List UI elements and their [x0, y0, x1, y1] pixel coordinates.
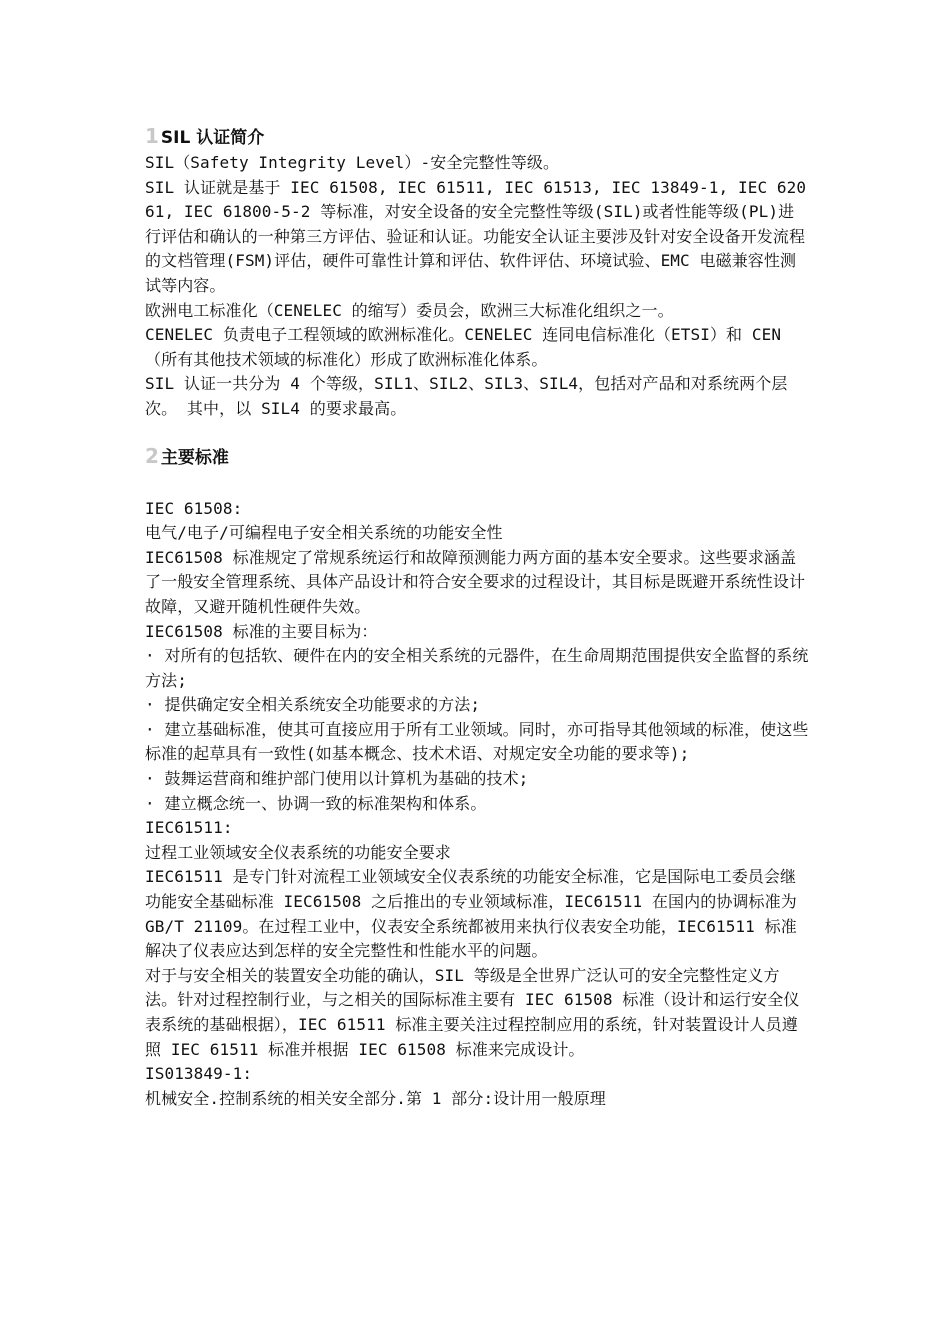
- section-2-title: 主要标准: [160, 447, 229, 468]
- paragraph: CENELEC 负责电子工程领域的欧洲标准化。CENELEC 连同电信标准化（ETSI）和 CEN（所有其他技术领域的标准化）形成了欧洲标准化体系。: [145, 325, 782, 369]
- paragraph: 欧洲电工标准化（CENELEC 的缩写）委员会，欧洲三大标准化组织之一。: [145, 300, 674, 320]
- paragraph: SIL 认证一共分为 4 个等级，SIL1、SIL2、SIL3、SIL4，包括对产品和对系统两个层次。 其中，以 SIL4 的要求最高。: [145, 374, 788, 418]
- paragraph: 电气/电子/可编程电子安全相关系统的功能安全性: [145, 523, 503, 543]
- paragraph: IEC61511 是专门针对流程工业领域安全仪表系统的功能安全标准，它是国际电工委员会继功能安全基础标准 IEC61508 之后推出的专业领域标准，IEC61511 在国内的协调标准为 GB/T 21109。在过程工业中，仪表安全系统都被用来执行仪表安全功能，IEC61511 标准解决了仪表应达到怎样的安全完整性和性能水平的问题。: [145, 867, 797, 961]
- document-page: [145, 124, 810, 1111]
- bullet-item: · 建立基础标准，使其可直接应用于所有工业领域。同时，亦可指导其他领域的标准，使这些标准的起草具有一致性(如基本概念、技术术语、对规定安全功能的要求等);: [145, 719, 809, 764]
- bullet-item: · 鼓舞运营商和维护部门使用以计算机为基础的技术;: [145, 769, 529, 789]
- bullet-item: · 建立概念统一、协调一致的标准架构和体系。: [145, 793, 487, 813]
- paragraph: IEC 61508:: [145, 498, 243, 518]
- paragraph: 对于与安全相关的装置安全功能的确认，SIL 等级是全世界广泛认可的安全完整性定义方法。针对过程控制行业，与之相关的国际标准主要有 IEC 61508 标准（设计和运行安全仪表系统的基础根据），IEC 61511 标准主要关注过程控制应用的系统，针对装置设计人员遵照 IEC 61511 标准并根据 IEC 61508 标准来完成设计。: [145, 965, 800, 1059]
- bullet-item: · 提供确定安全相关系统安全功能要求的方法;: [145, 695, 481, 715]
- section-1-number: 1: [145, 124, 159, 148]
- paragraph: SIL 认证就是基于 IEC 61508, IEC 61511, IEC 61513, IEC 13849-1, IEC 62061, IEC 61800-5-2 等标准，对安全设备的安全完整性等级(SIL)或者性能等级(PL)进行评估和确认的一种第三方评估、验证和认证。功能安全认证主要涉及针对安全设备开发流程的文档管理(FSM)评估，硬件可靠性计算和评估、软件评估、环境试验、EMC 电磁兼容性测试等内容。: [145, 177, 807, 295]
- section-1-title: SIL 认证简介: [160, 128, 265, 148]
- section-1-body: [145, 151, 810, 422]
- paragraph: IEC61508 标准规定了常规系统运行和故障预测能力两方面的基本安全要求。这些要求涵盖了一般安全管理系统、具体产品设计和符合安全要求的过程设计，其目标是既避开系统性设计故障，又避开随机性硬件失效。: [145, 547, 806, 616]
- section-1-heading: [145, 124, 810, 151]
- section-2-number: 2: [145, 443, 159, 468]
- paragraph: IEC61508 标准的主要目标为：: [145, 621, 378, 641]
- paragraph: IEC61511:: [145, 818, 233, 838]
- paragraph: IS013849-1:: [145, 1064, 253, 1084]
- bullet-item: · 对所有的包括软、硬件在内的安全相关系统的元器件，在生命周期范围提供安全监督的系统方法;: [145, 646, 809, 690]
- section-2-heading: [145, 444, 810, 471]
- paragraph: 机械安全.控制系统的相关安全部分.第 1 部分:设计用一般原理: [145, 1088, 606, 1108]
- paragraph: SIL（Safety Integrity Level）-安全完整性等级。: [145, 153, 560, 172]
- paragraph: 过程工业领域安全仪表系统的功能安全要求: [145, 842, 451, 862]
- section-2-body: [145, 497, 810, 1112]
